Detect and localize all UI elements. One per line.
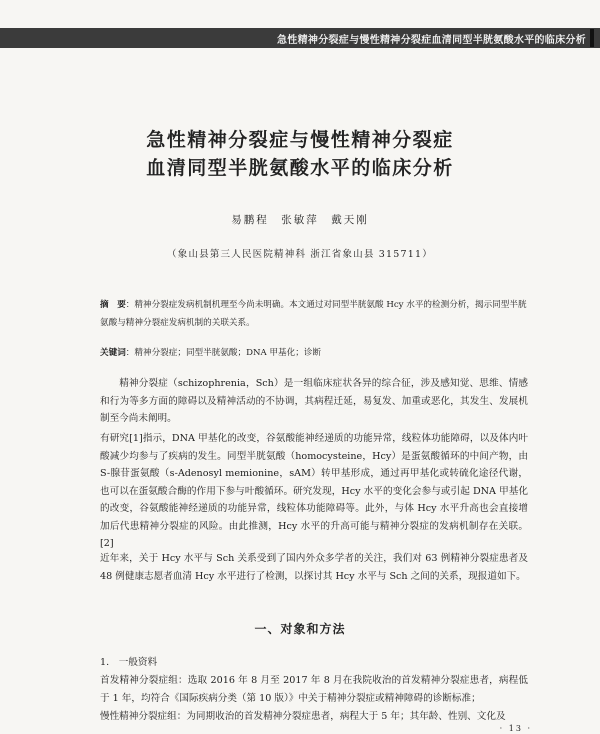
keywords-text: ：精神分裂症；同型半胱氨酸；DNA 甲基化；诊断 bbox=[125, 348, 322, 358]
body-paragraph-3: 近年来，关于 Hcy 水平与 Sch 关系受到了国内外众多学者的关注，我们对 63 例精神分裂症患者及 48 例健康志愿者血清 Hcy 水平进行了检测，以探讨其 Hcy 水平与 Sch 之间的关系，现报道如下。 bbox=[100, 553, 528, 582]
abstract bbox=[100, 296, 530, 332]
author-list: 易鹏程 张敏萍 戴天刚 bbox=[231, 214, 369, 226]
article-title-line-1: 急性精神分裂症与慢性精神分裂症 bbox=[146, 129, 454, 151]
page-number: · 13 · bbox=[499, 724, 532, 733]
abstract-text: ：精神分裂症发病机制机理至今尚未明确。本文通过对同型半胱氨酸 Hcy 水平的检测分析，揭示同型半胱氨酸与精神分裂症发病机制的关联关系。 bbox=[100, 300, 527, 328]
body-paragraph-4: 首发精神分裂症组：选取 2016 年 8 月至 2017 年 8 月在我院收治的首发精神分裂症患者，病程低于 1 年，均符合《国际疾病分类（第 10 版）》中关于精神分裂症或精神障碍的诊断标准； bbox=[100, 675, 528, 704]
body-paragraph-1: 精神分裂症（schizophrenia，Sch）是一组临床症状各异的综合征，涉及感知觉、思维、情感和行为等多方面的障碍以及精神活动的不协调，其病程迁延，易复发、加重或恶化，其发生、发展机制至今尚未阐明。 bbox=[100, 378, 528, 424]
abstract-label: 摘 要 bbox=[100, 300, 126, 310]
article-title-line-2: 血清同型半胱氨酸水平的临床分析 bbox=[146, 157, 454, 179]
author-affiliation: （象山县第三人民医院精神科 浙江省象山县 315711） bbox=[167, 249, 433, 260]
keywords bbox=[100, 346, 530, 360]
subsection-heading: 1. 一般资料 bbox=[100, 657, 158, 668]
body-paragraph-2: 有研究[1]指示，DNA 甲基化的改变，谷氨酸能神经递质的功能异常，线粒体功能障碍，以及体内叶酸减少均参与了疾病的发生。同型半胱氨酸（homocysteine，Hcy）是蛋氨酸循环的中间产物，由 S-腺苷蛋氨酸（s-Adenosyl memionine，sAM）转甲基形成，通过再甲基化或转硫化途径代谢，也可以在蛋氨酸合酶的作用下参与叶酸循环。研究发现，Hcy 水平的变化会参与或引起 DNA 甲基化的改变，谷氨酸能神经递质的功能异常，线粒体功能障碍等。此外，与体 Hcy 水平升高也会直接增加后代患精神分裂症的风险。由此推测，Hcy 水平的升高可能与精神分裂症的发病机制存在关联。[2] bbox=[100, 433, 528, 549]
body-paragraph-5: 慢性精神分裂症组：为同期收治的首发精神分裂症患者，病程大于 5 年；其年龄、性别、文化及 bbox=[100, 711, 506, 722]
header-edge-mark bbox=[590, 29, 594, 47]
keywords-label: 关键词 bbox=[100, 348, 126, 358]
running-header-title: 急性精神分裂症与慢性精神分裂症血清同型半胱氨酸水平的临床分析 bbox=[277, 35, 586, 46]
section-heading: 一、对象和方法 bbox=[254, 622, 346, 636]
